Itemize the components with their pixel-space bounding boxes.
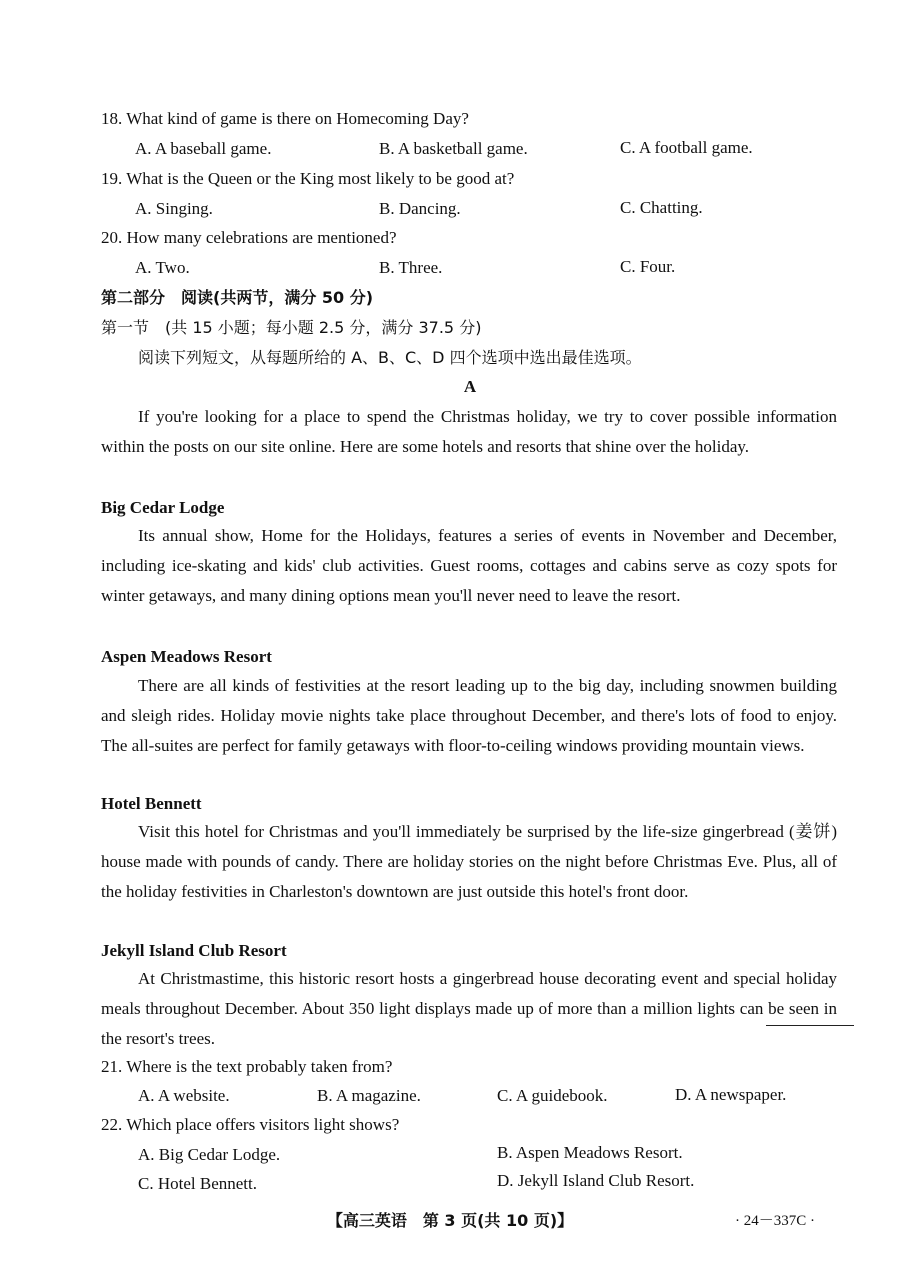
q19-option-b: B. Dancing.: [379, 199, 461, 218]
sub-section-title: 第一节 (共 15 小题；每小题 2.5 分，满分 37.5 分): [101, 318, 482, 337]
q20-option-b: B. Three.: [379, 258, 443, 277]
q22-option-d: D. Jekyll Island Club Resort.: [497, 1171, 695, 1190]
entry-heading-aspen-meadows: Aspen Meadows Resort: [101, 647, 272, 666]
entry-heading-hotel-bennett: Hotel Bennett: [101, 794, 202, 813]
margin-rule: [766, 1025, 854, 1026]
q22-option-b: B. Aspen Meadows Resort.: [497, 1143, 683, 1162]
q20-option-a: A. Two.: [135, 258, 190, 277]
q18-option-a: A. A baseball game.: [135, 139, 272, 158]
q19-option-a: A. Singing.: [135, 199, 213, 218]
question-20-stem: 20. How many celebrations are mentioned?: [101, 228, 397, 247]
question-21-stem: 21. Where is the text probably taken from?: [101, 1057, 393, 1076]
passage-intro: If you're looking for a place to spend the Christmas holiday, we try to cover possible information within the posts on our site online. Here are some hotels and resorts that shine over the holiday.: [101, 407, 837, 456]
entry-text-jekyll-island: At Christmastime, this historic resort hosts a gingerbread house decorating event and special holiday meals throughout December. About 350 light displays made up of more than a million lights can be seen in the resort's trees.: [101, 969, 837, 1048]
paper-code: · 24－337C ·: [735, 1213, 815, 1229]
instruction: 阅读下列短文，从每题所给的 A、B、C、D 四个选项中选出最佳选项。: [138, 348, 642, 367]
page-footer: 【高三英语 第 3 页(共 10 页)】: [326, 1211, 574, 1230]
q21-option-d: D. A newspaper.: [675, 1085, 787, 1104]
passage-letter: A: [463, 377, 477, 396]
q21-option-b: B. A magazine.: [317, 1086, 421, 1105]
entry-text-aspen-meadows: There are all kinds of festivities at the resort leading up to the big day, including snowmen building and sleigh rides. Holiday movie nights take place throughout December, and there's lots of food to enjoy. The all-suites are perfect for family getaways with floor-to-ceiling windows providing mountain views.: [101, 676, 837, 755]
q21-option-c: C. A guidebook.: [497, 1086, 608, 1105]
question-19-stem: 19. What is the Queen or the King most likely to be good at?: [101, 169, 515, 188]
q19-option-c: C. Chatting.: [620, 198, 703, 217]
entry-heading-jekyll-island: Jekyll Island Club Resort: [101, 941, 287, 960]
part-title: 第二部分 阅读(共两节，满分 50 分): [101, 288, 374, 307]
q22-option-a: A. Big Cedar Lodge.: [138, 1145, 281, 1164]
question-18-stem: 18. What kind of game is there on Homecoming Day?: [101, 109, 469, 128]
q18-option-c: C. A football game.: [620, 138, 753, 157]
q20-option-c: C. Four.: [620, 257, 676, 276]
entry-text-big-cedar: Its annual show, Home for the Holidays, features a series of events in November and December, including ice-skating and kids' club activities. Guest rooms, cottages and cabins serve as cozy spots for winter getaways, and many dining options mean you'll never need to leave the resort.: [101, 526, 837, 605]
entry-heading-big-cedar: Big Cedar Lodge: [101, 498, 225, 517]
q18-option-b: B. A basketball game.: [379, 139, 528, 158]
q21-option-a: A. A website.: [138, 1086, 230, 1105]
q22-option-c: C. Hotel Bennett.: [138, 1174, 257, 1193]
entry-text-hotel-bennett: Visit this hotel for Christmas and you'll immediately be surprised by the life-size gingerbread (姜饼) house made with pounds of candy. There are holiday stories on the night before Christmas Eve. Plus, all of the holiday festivities in Charleston's downtown are just outside this hotel's front door.: [101, 822, 837, 901]
question-22-stem: 22. Which place offers visitors light shows?: [101, 1115, 400, 1134]
